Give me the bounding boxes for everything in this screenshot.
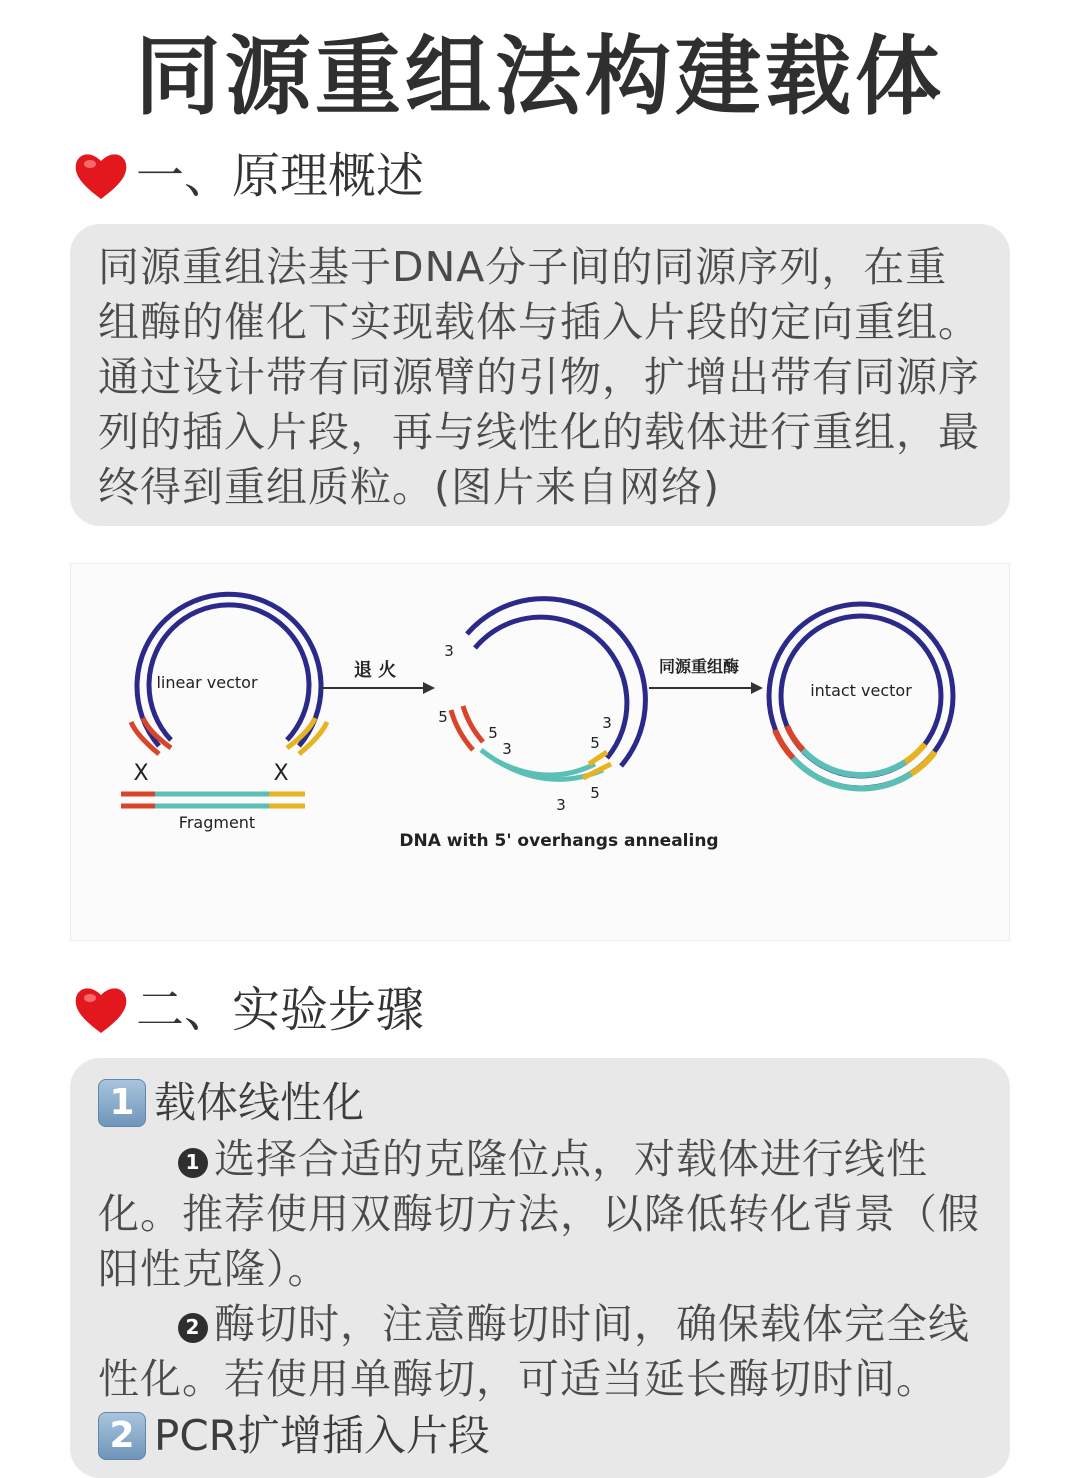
end-label-1: 3 bbox=[444, 642, 454, 660]
annealing-red-outer bbox=[451, 710, 473, 750]
steps-card bbox=[70, 1058, 1010, 1478]
step-1-title bbox=[98, 1074, 982, 1132]
section-heading-steps bbox=[72, 980, 424, 1040]
cut-marker-right: X bbox=[273, 761, 289, 786]
intro-text: 同源重组法基于DNA分子间的同源序列，在重组酶的催化下实现载体与插入片段的定向重组。通过设计带有同源臂的引物，扩增出带有同源序列的插入片段，再与线性化的载体进行重组，最终得到重组质粒。(图片来自网络) bbox=[98, 243, 980, 511]
step-1-paragraph-2-text: 酶切时，注意酶切时间，确保载体完全线性化。若使用单酶切，可适当延长酶切时间。 bbox=[98, 1300, 970, 1403]
intact-fragment-inner bbox=[803, 750, 905, 775]
intact-vector-label: intact vector bbox=[810, 681, 912, 700]
arrow-recombinase-head bbox=[751, 682, 763, 694]
step-2-label: PCR扩增插入片段 bbox=[154, 1411, 490, 1460]
section-heading-principle bbox=[72, 146, 424, 206]
keycap-2-icon: 2 bbox=[98, 1412, 146, 1460]
end-label-7: 3 bbox=[556, 796, 566, 814]
annealing-vector-inner bbox=[475, 617, 627, 758]
diagram-svg bbox=[71, 564, 1011, 942]
annealing-red-inner bbox=[463, 706, 483, 742]
diagram-caption: DNA with 5' overhangs annealing bbox=[399, 831, 719, 851]
recombinase-label: 同源重组酶 bbox=[658, 657, 740, 676]
end-label-3: 5 bbox=[488, 724, 498, 742]
annealing-fragment-inner bbox=[495, 760, 595, 775]
end-label-6: 5 bbox=[590, 734, 600, 752]
page-title: 同源重组法构建载体 bbox=[135, 27, 945, 127]
keycap-1-icon: 1 bbox=[98, 1079, 146, 1127]
linear-vector-label: linear vector bbox=[156, 673, 258, 692]
section-heading-label: 一、原理概述 bbox=[136, 148, 425, 204]
heart-icon bbox=[72, 147, 130, 205]
anneal-label: 退 火 bbox=[353, 660, 397, 681]
step-1-paragraph-1 bbox=[98, 1132, 982, 1297]
end-label-4: 3 bbox=[502, 740, 512, 758]
end-label-2: 5 bbox=[438, 708, 448, 726]
section-heading-label: 二、实验步骤 bbox=[136, 982, 425, 1038]
intro-card bbox=[70, 224, 1010, 526]
cut-marker-left: X bbox=[133, 761, 149, 786]
step-1-label: 载体线性化 bbox=[154, 1078, 365, 1127]
step-1-paragraph-2 bbox=[98, 1297, 982, 1407]
step-2-title bbox=[98, 1407, 982, 1465]
circled-2-icon: 2 bbox=[178, 1313, 208, 1343]
linear-vector-outer bbox=[137, 594, 321, 746]
circled-1-icon: 1 bbox=[178, 1148, 208, 1178]
intact-yellow-inner bbox=[905, 744, 925, 762]
heart-icon bbox=[72, 981, 130, 1039]
recombination-diagram bbox=[70, 563, 1010, 941]
fragment-label: Fragment bbox=[178, 813, 256, 832]
annealing-yellow-inner bbox=[589, 752, 607, 764]
arrow-anneal-head bbox=[423, 682, 435, 694]
end-label-8: 5 bbox=[590, 784, 600, 802]
end-label-5: 3 bbox=[602, 714, 612, 732]
intact-red-inner bbox=[787, 726, 803, 750]
step-1-paragraph-1-text: 选择合适的克隆位点，对载体进行线性化。推荐使用双酶切方法，以降低转化背景（假阳性克隆）。 bbox=[98, 1135, 980, 1293]
